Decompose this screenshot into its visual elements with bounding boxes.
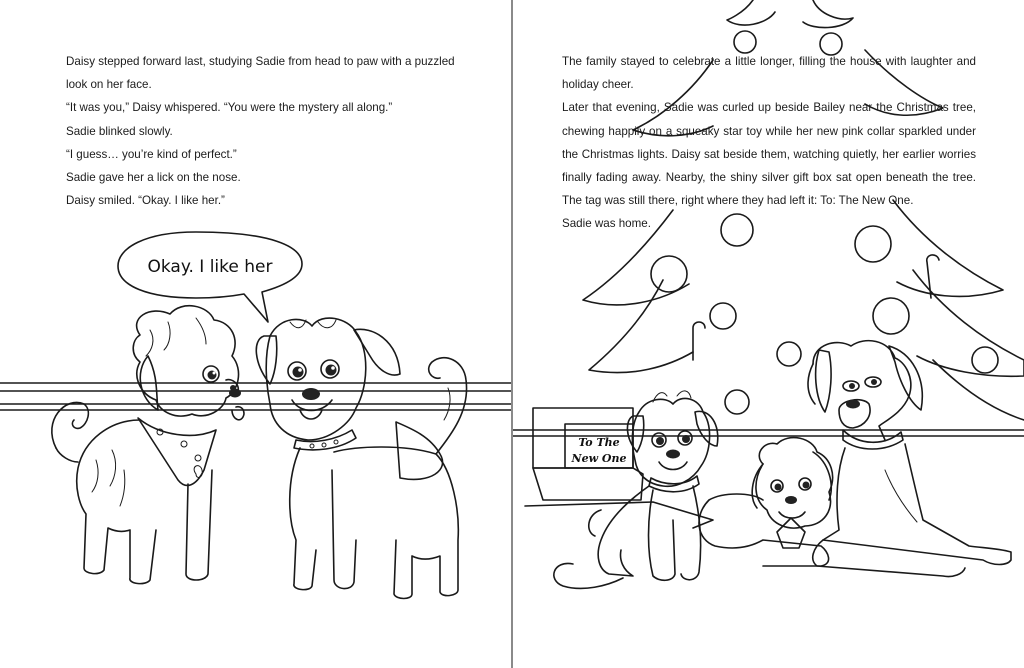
gift-tag-line2: New One — [571, 452, 627, 465]
story-paragraph: The family stayed to celebrate a little longer, filling the house with laughter and holiday cheer. — [562, 55, 976, 92]
sadie-sitting-illustration — [554, 391, 718, 589]
sadie-dog-illustration — [256, 318, 466, 598]
daisy-dog-illustration — [52, 306, 244, 584]
speech-bubble-text: Okay. I like her — [147, 257, 273, 277]
gift-box-illustration — [525, 408, 713, 528]
story-paragraph: Daisy stepped forward last, studying Sadie from head to paw with a puzzled look on her face. — [66, 55, 455, 92]
left-story-text — [66, 50, 458, 212]
bailey-dog-illustration — [808, 341, 1011, 577]
story-paragraph: Sadie gave her a lick on the nose. — [66, 171, 241, 185]
wall-baseboard — [0, 383, 512, 410]
story-paragraph: “I guess… you’re kind of perfect.” — [66, 147, 237, 161]
story-paragraph: Daisy smiled. “Okay. I like her.” — [66, 194, 225, 208]
story-paragraph: Sadie blinked slowly. — [66, 124, 173, 138]
daisy-lying-illustration — [699, 438, 833, 566]
speech-bubble — [118, 232, 302, 322]
right-page — [513, 0, 1024, 668]
gift-tag-line1: To The — [578, 436, 620, 449]
story-paragraph: Sadie was home. — [562, 217, 651, 231]
story-paragraph: Later that evening, Sadie was curled up beside Bailey near the Christmas tree, chewing happily on a squeaky star toy while her new pink collar sparkled under the Christmas lights. Daisy sat beside them, watching quietly, her earlier worries finally fading away. Nearby, the shiny silver gift box sat open beneath the tree. The tag was still there, right where they had left it: To: The New One. — [562, 101, 976, 208]
right-story-text — [562, 50, 976, 236]
story-paragraph: “It was you,” Daisy whispered. “You were the mystery all along.” — [66, 101, 393, 115]
